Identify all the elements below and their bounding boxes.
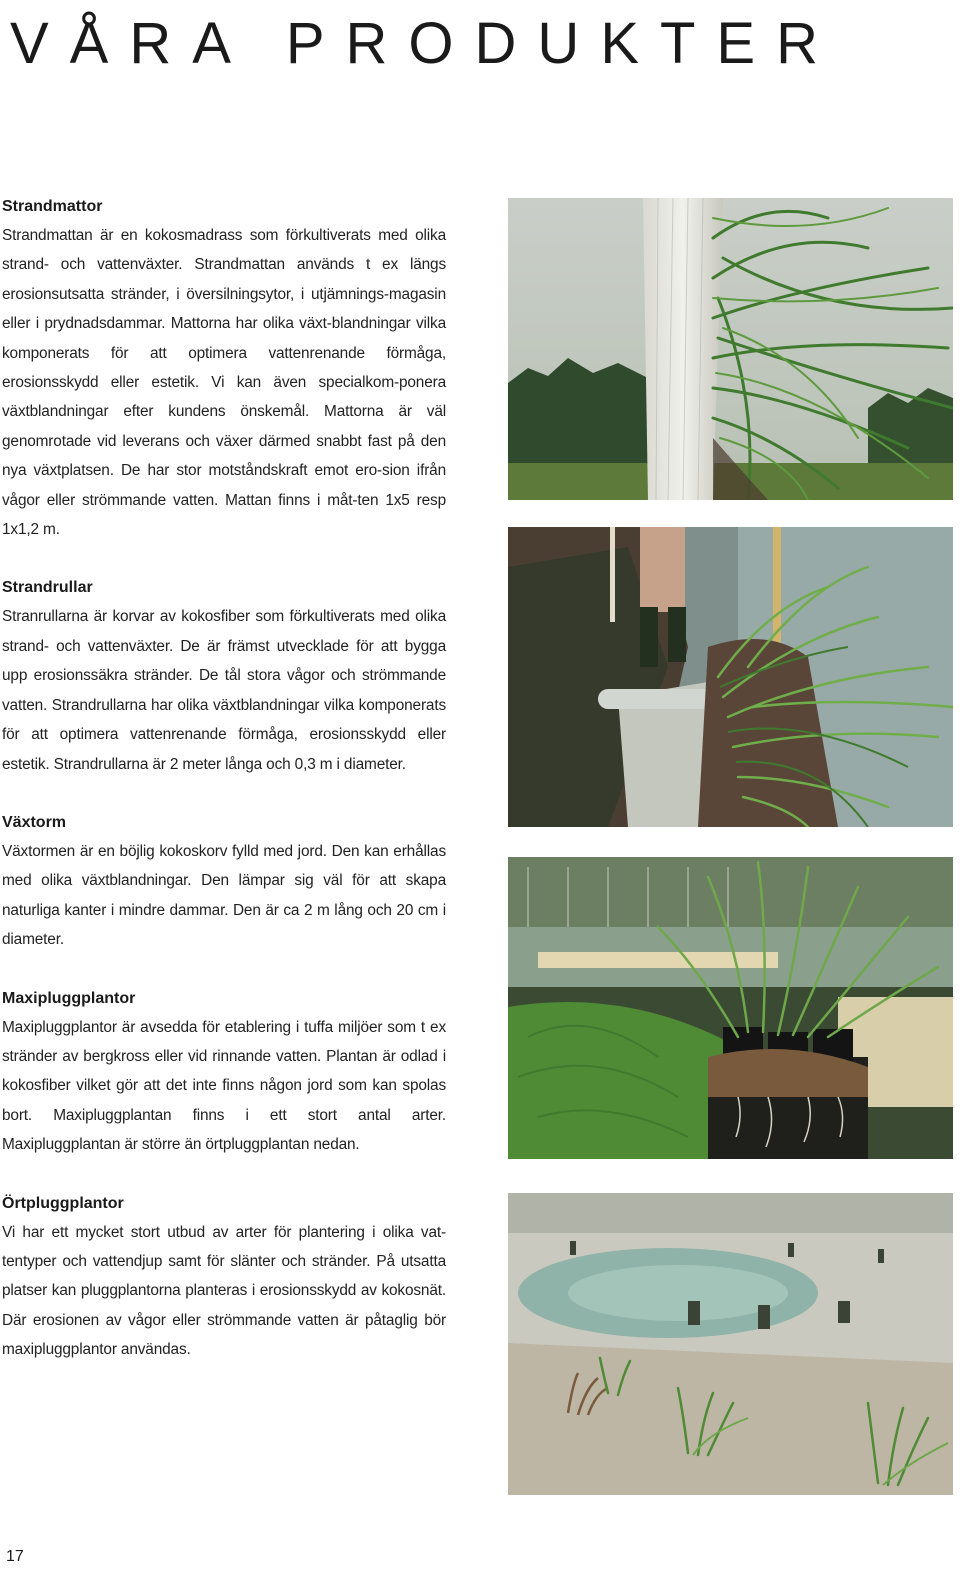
section-strandrullar [2, 574, 446, 778]
section-strandmattor [2, 193, 446, 544]
section-body: Växtormen är en böjlig kokoskorv fylld med jord. Den kan erhållas med olika växtblandningar. Den lämpar sig väl för att skapa naturliga kanter i mindre dammar. Den är ca 2 m lång och 20 cm i diameter. [2, 842, 446, 949]
section-body: Maxipluggplantor är avsedda för etablering i tuffa miljöer som t ex stränder av bergkross eller vid rinnande vatten. Plantan är odlad i kokosfiber vilket gör att det inte finns någon jord som kan spolas bort. Maxipluggplantan finns i ett stort antal arter. Maxipluggplantan är större än örtpluggplantan nedan. [2, 1018, 446, 1154]
section-ortpluggplantor [2, 1190, 446, 1365]
page-number: 17 [6, 1548, 24, 1565]
section-body: Stranrullarna är korvar av kokosfiber som förkultiverats med olika strand- och vattenväxter. De är främst utvecklade för att bygga upp erosionssäkra stränder. De tål stora vågor och strömmande vatten. Strandrullarna har olika växtblandningar vilka komponerats för att optimera vattenrenande förmåga, erosionsskydd eller estetik. Strandrullarna är 2 meter långa och 0,3 m i diameter. [2, 608, 446, 773]
section-heading: Strandmattor [2, 198, 103, 215]
section-maxipluggplantor [2, 985, 446, 1160]
text-column [2, 193, 446, 1365]
page-title: VÅRA PRODUKTER [10, 11, 839, 76]
strandrulle-photo-illustration [508, 527, 953, 827]
section-body: Vi har ett mycket stort utbud av arter för plantering i olika vat-tentyper och vattendjup samt för slänter och stränder. På utsatta platser kan pluggplantorna planteras i erosionsskydd av kokosnät. Där erosionen av vågor eller strömmande vatten är påtaglig bör maxipluggplantor användas. [2, 1223, 446, 1359]
photo-ortpluggplantor [508, 1193, 953, 1495]
maxipluggplanta-photo-illustration [508, 857, 953, 1159]
section-body: Strandmattan är en kokosmadrass som förkultiverats med olika strand- och vattenväxter. Strandmattan används t ex längs erosionsutsatta stränder, i översilningsytor, i utjämnings-magasin eller i prydnadsdammar. Mattorna har olika växt-blandningar vilka komponerats för att optimera vattenrenande förmåga, erosionsskydd eller estetik. Vi kan även specialkom-ponera växtblandningar efter kundens önskemål. Mattorna är väl genomrotade vid leverans och växer därmed snabbt fast på den nya växtplatsen. De har stor motståndskraft emot ero-sion ifrån vågor eller strömmande vatten. Mattan finns i måt-ten 1x5 resp 1x1,2 m. [2, 227, 446, 539]
section-vaxtorm [2, 809, 446, 955]
strandmatta-photo-illustration [508, 198, 953, 500]
section-heading: Växtorm [2, 813, 67, 831]
photo-maxipluggplantor [508, 857, 953, 1159]
section-heading: Örtpluggplantor [2, 1194, 124, 1212]
section-heading: Strandrullar [2, 579, 93, 597]
section-heading: Maxipluggplantor [2, 989, 136, 1007]
photo-strandmatta [508, 198, 953, 500]
ortpluggplanta-photo-illustration [508, 1193, 953, 1495]
photo-strandrulle [508, 527, 953, 827]
